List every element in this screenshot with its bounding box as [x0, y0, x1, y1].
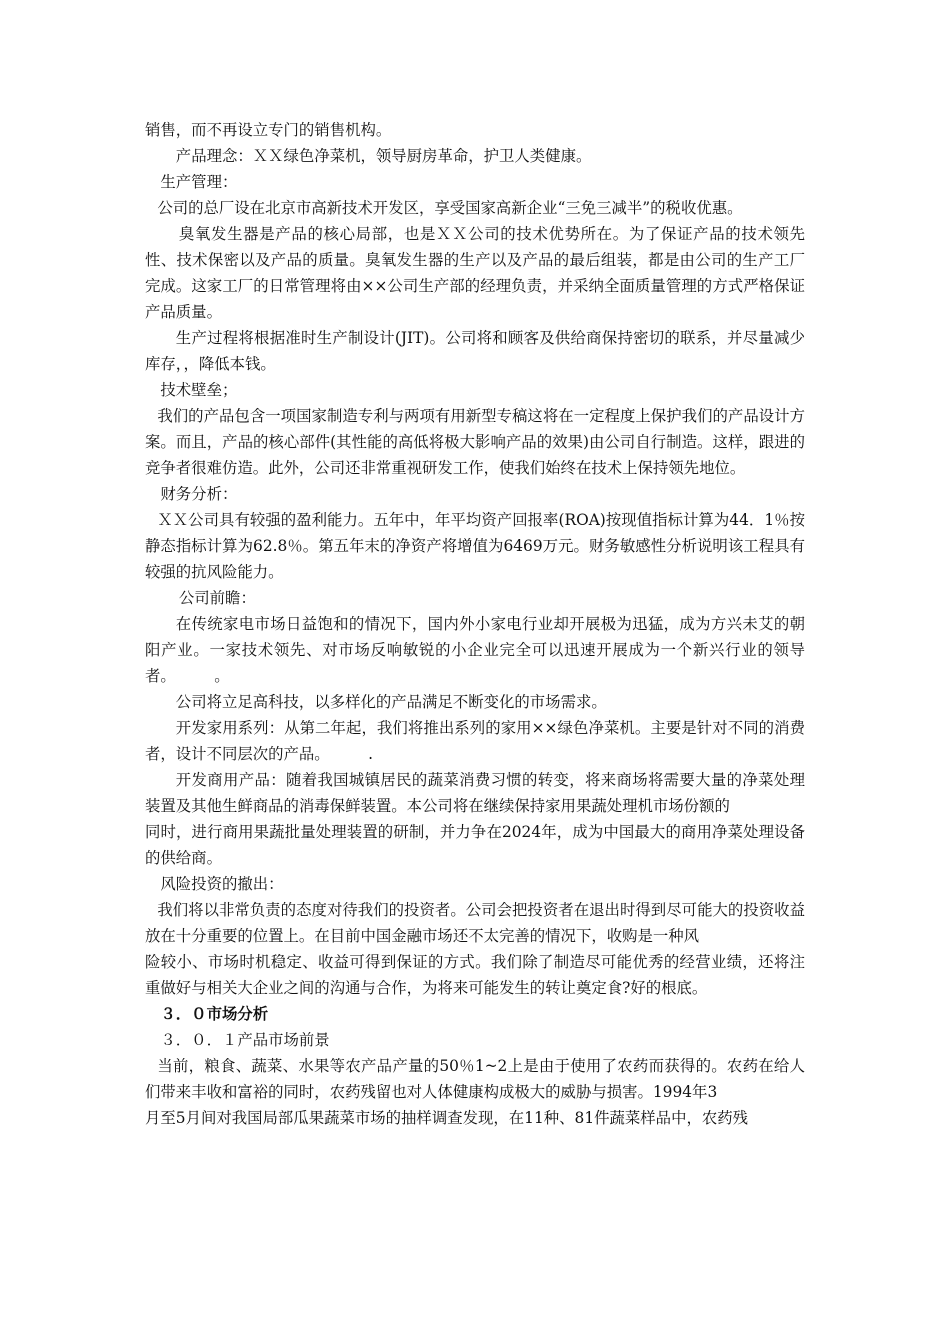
paragraph-commercial-continued: 同时，进行商用果蔬批量处理装置的研制，并力争在2024年，成为中国最大的商用净菜处理设备的供给商。: [145, 823, 805, 867]
heading-financial-analysis: 财务分析：: [160, 485, 238, 503]
paragraph-pesticides: 当前，粮食、蔬菜、水果等农产品产量的50％1~2上是由于使用了农药而获得的。农药在给人们带来丰收和富裕的同时，农药残留也对人体健康构成极大的威胁与损害。1994年3: [145, 1057, 805, 1101]
paragraph-market-trend: 在传统家电市场日益饱和的情况下，国内外小家电行业却开展极为迅猛，成为方兴未艾的朝阳产业。一家技术领先、对市场反响敏锐的小企业完全可以迅速开展成为一个新兴行业的领导者。 。: [145, 615, 805, 685]
paragraph-survey: 月至5月间对我国局部瓜果蔬菜市场的抽样调查发现，在11种、81件蔬菜样品中，农药残: [145, 1109, 749, 1127]
paragraph-investors: 我们将以非常负责的态度对待我们的投资者。公司会把投资者在退出时得到尽可能大的投资收益放在十分重要的位置上。在目前中国金融市场还不太完善的情况下，收购是一种风: [145, 901, 805, 945]
paragraph-profitability: ＸＸ公司具有较强的盈利能力。五年中，年平均资产回报率(ROA)按现值指标计算为44．1％按静态指标计算为62.8％。第五年末的净资产将增值为6469万元。财务敏感性分析说明该工程具有较强的抗风险能力。: [145, 511, 805, 581]
heading-production-management: 生产管理：: [160, 173, 238, 191]
paragraph-commercial-products: 开发商用产品：随着我国城镇居民的蔬菜消费习惯的转变，将来商场将需要大量的净菜处理装置及其他生鲜商品的消毒保鲜装置。本公司将在继续保持家用果蔬处理机市场份额的: [145, 771, 805, 815]
heading-venture-exit: 风险投资的撤出：: [160, 875, 284, 893]
paragraph-ozone-generator: 臭氧发生器是产品的核心局部，也是ＸＸ公司的技术优势所在。为了保证产品的技术领先性、技术保密以及产品的质量。臭氧发生器的生产以及产品的最后组装，都是由公司的生产工厂完成。这家工厂的日常管理将由××公司生产部的经理负责，并采纳全面质量管理的方式严格保证产品质量。: [145, 225, 805, 321]
paragraph-investors-continued: 险较小、市场时机稳定、收益可得到保证的方式。我们除了制造尽可能优秀的经营业绩，还将注重做好与相关大企业之间的沟通与合作，为将来可能发生的转让奠定食?好的根底。: [145, 953, 805, 997]
paragraph-product-concept: 产品理念：ＸＸ绿色净菜机，领导厨房革命，护卫人类健康。: [175, 147, 592, 165]
paragraph-high-tech: 公司将立足高科技，以多样化的产品满足不断变化的市场需求。: [175, 693, 607, 711]
heading-technical-barrier: 技术壁垒；: [160, 381, 238, 399]
paragraph-jit: 生产过程将根据准时生产制设计(JIT)。公司将和顾客及供给商保持密切的联系，并尽量减少库存，，降低本钱。: [145, 329, 805, 373]
paragraph-sales: 销售，而不再设立专门的销售机构。: [145, 121, 392, 139]
paragraph-household-series: 开发家用系列：从第二年起，我们将推出系列的家用××绿色净菜机。主要是针对不同的消费者，设计不同层次的产品。 .: [145, 719, 805, 763]
document-body: [145, 117, 805, 1131]
heading-company-outlook: 公司前瞻：: [178, 589, 256, 607]
paragraph-headquarters: 公司的总厂设在北京市高新技术开发区，享受国家高新企业“三免三减半”的税收优惠。: [157, 199, 743, 217]
heading-product-market-outlook: ３．０．１产品市场前景: [160, 1031, 330, 1049]
heading-market-analysis: ３．０市场分析: [160, 1005, 269, 1023]
paragraph-patents: 我们的产品包含一项国家制造专利与两项有用新型专稿这将在一定程度上保护我们的产品设计方案。而且，产品的核心部件(其性能的高低将极大影响产品的效果)由公司自行制造。这样，跟进的竞争者很难仿造。此外，公司还非常重视研发工作，使我们始终在技术上保持领先地位。: [145, 407, 805, 477]
